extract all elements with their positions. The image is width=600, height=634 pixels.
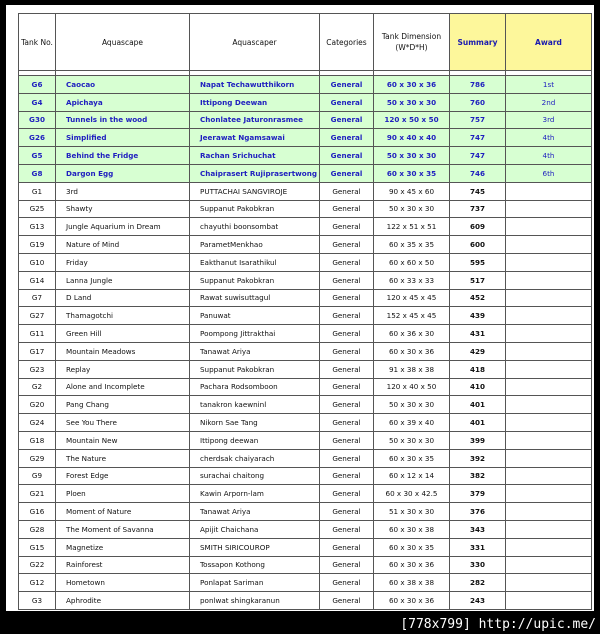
cell-award: [505, 520, 591, 538]
table-row: [19, 503, 592, 521]
table-row: [19, 485, 592, 503]
table-row: [19, 592, 592, 610]
cell-aquascaper: Kawin Arporn-lam: [190, 485, 320, 503]
cell-award: [505, 360, 591, 378]
cell-aquascaper: Eakthanut Isarathikul: [190, 253, 320, 271]
cell-aquascape: Shawty: [56, 200, 190, 218]
cell-award: [505, 538, 591, 556]
cell-score: 330: [449, 556, 505, 574]
cell-award: [505, 378, 591, 396]
cell-dimension: 60 x 30 x 38: [373, 520, 449, 538]
cell-aquascape: Replay: [56, 360, 190, 378]
cell-aquascape: Apichaya: [56, 93, 190, 111]
cell-score: 737: [449, 200, 505, 218]
cell-award: [505, 271, 591, 289]
cell-award: [505, 431, 591, 449]
cell-aquascaper: Chonlatee Jaturonrasmee: [190, 111, 320, 129]
cell-category: General: [319, 164, 373, 182]
cell-score: 595: [449, 253, 505, 271]
cell-tank-no: G7: [19, 289, 56, 307]
cell-score: 609: [449, 218, 505, 236]
winner-row: [19, 164, 592, 182]
cell-category: General: [319, 449, 373, 467]
winner-row: [19, 76, 592, 94]
header-tank-no: Tank No.: [19, 14, 56, 71]
cell-score: 376: [449, 503, 505, 521]
cell-award: [505, 556, 591, 574]
cell-dimension: 60 x 30 x 36: [373, 592, 449, 610]
table-row: [19, 325, 592, 343]
cell-score: 379: [449, 485, 505, 503]
cell-dimension: 60 x 39 x 40: [373, 414, 449, 432]
cell-dimension: 60 x 12 x 14: [373, 467, 449, 485]
cell-aquascaper: Ponlapat Sariman: [190, 574, 320, 592]
table-row: [19, 342, 592, 360]
cell-dimension: 60 x 35 x 35: [373, 236, 449, 254]
cell-aquascape: 3rd: [56, 182, 190, 200]
cell-tank-no: G5: [19, 147, 56, 165]
cell-dimension: 50 x 30 x 30: [373, 200, 449, 218]
table-row: [19, 271, 592, 289]
cell-aquascape: Forest Edge: [56, 467, 190, 485]
cell-aquascape: D Land: [56, 289, 190, 307]
table-row: [19, 431, 592, 449]
cell-dimension: 60 x 30 x 35: [373, 449, 449, 467]
cell-tank-no: G22: [19, 556, 56, 574]
cell-award: [505, 253, 591, 271]
cell-dimension: 50 x 30 x 30: [373, 93, 449, 111]
cell-award: [505, 485, 591, 503]
cell-category: General: [319, 538, 373, 556]
cell-award: [505, 396, 591, 414]
cell-aquascaper: Chaiprasert Rujiprasertwong: [190, 164, 320, 182]
cell-category: General: [319, 360, 373, 378]
cell-award: [505, 325, 591, 343]
cell-category: General: [319, 271, 373, 289]
cell-aquascaper: Panuwat: [190, 307, 320, 325]
cell-tank-no: G26: [19, 129, 56, 147]
cell-award: [505, 289, 591, 307]
cell-category: General: [319, 200, 373, 218]
cell-dimension: 90 x 40 x 40: [373, 129, 449, 147]
cell-tank-no: G16: [19, 503, 56, 521]
cell-tank-no: G17: [19, 342, 56, 360]
cell-dimension: 60 x 30 x 36: [373, 342, 449, 360]
image-host-footer: [778x799] http://upic.me/: [400, 617, 596, 632]
cell-award: 1st: [505, 76, 591, 94]
cell-score: 429: [449, 342, 505, 360]
cell-aquascape: Dargon Egg: [56, 164, 190, 182]
cell-award: [505, 449, 591, 467]
cell-aquascape: Thamagotchi: [56, 307, 190, 325]
cell-aquascaper: ParametMenkhao: [190, 236, 320, 254]
table-row: [19, 253, 592, 271]
cell-aquascape: Rainforest: [56, 556, 190, 574]
cell-aquascape: Green Hill: [56, 325, 190, 343]
winner-row: [19, 111, 592, 129]
cell-aquascape: Mountain Meadows: [56, 342, 190, 360]
cell-dimension: 120 x 45 x 45: [373, 289, 449, 307]
cell-category: General: [319, 342, 373, 360]
document-page: [6, 5, 594, 611]
table-row: [19, 467, 592, 485]
cell-award: 2nd: [505, 93, 591, 111]
cell-tank-no: G12: [19, 574, 56, 592]
cell-score: 243: [449, 592, 505, 610]
cell-award: [505, 592, 591, 610]
cell-tank-no: G21: [19, 485, 56, 503]
cell-aquascaper: chayuthi boonsombat: [190, 218, 320, 236]
results-table: [18, 13, 592, 610]
header-award: Award: [505, 14, 591, 71]
cell-dimension: 60 x 30 x 35: [373, 538, 449, 556]
cell-dimension: 51 x 30 x 30: [373, 503, 449, 521]
cell-dimension: 60 x 30 x 36: [373, 76, 449, 94]
cell-category: General: [319, 574, 373, 592]
cell-score: 760: [449, 93, 505, 111]
cell-score: 747: [449, 129, 505, 147]
cell-aquascape: Jungle Aquarium in Dream: [56, 218, 190, 236]
table-row: [19, 538, 592, 556]
cell-category: General: [319, 592, 373, 610]
table-row: [19, 289, 592, 307]
cell-category: General: [319, 76, 373, 94]
cell-score: 392: [449, 449, 505, 467]
cell-score: 331: [449, 538, 505, 556]
cell-award: [505, 182, 591, 200]
cell-score: 600: [449, 236, 505, 254]
cell-category: General: [319, 414, 373, 432]
cell-category: General: [319, 431, 373, 449]
cell-category: General: [319, 485, 373, 503]
cell-dimension: 50 x 30 x 30: [373, 147, 449, 165]
table-row: [19, 556, 592, 574]
cell-tank-no: G23: [19, 360, 56, 378]
cell-score: 757: [449, 111, 505, 129]
table-row: [19, 449, 592, 467]
cell-tank-no: G20: [19, 396, 56, 414]
table-row: [19, 396, 592, 414]
cell-dimension: 60 x 60 x 50: [373, 253, 449, 271]
cell-tank-no: G19: [19, 236, 56, 254]
cell-category: General: [319, 236, 373, 254]
cell-category: General: [319, 289, 373, 307]
cell-tank-no: G2: [19, 378, 56, 396]
cell-score: 786: [449, 76, 505, 94]
cell-tank-no: G1: [19, 182, 56, 200]
cell-award: 3rd: [505, 111, 591, 129]
cell-category: General: [319, 147, 373, 165]
cell-aquascaper: Ittipong Deewan: [190, 93, 320, 111]
cell-score: 418: [449, 360, 505, 378]
cell-aquascaper: Ittipong deewan: [190, 431, 320, 449]
cell-tank-no: G29: [19, 449, 56, 467]
cell-score: 410: [449, 378, 505, 396]
header-aquascaper: Aquascaper: [190, 14, 320, 71]
cell-tank-no: G30: [19, 111, 56, 129]
cell-aquascape: The Nature: [56, 449, 190, 467]
cell-tank-no: G14: [19, 271, 56, 289]
cell-aquascaper: cherdsak chaiyarach: [190, 449, 320, 467]
cell-aquascaper: Tanawat Ariya: [190, 342, 320, 360]
cell-award: [505, 236, 591, 254]
table-row: [19, 378, 592, 396]
cell-category: General: [319, 253, 373, 271]
cell-aquascape: Ploen: [56, 485, 190, 503]
winner-row: [19, 147, 592, 165]
cell-score: 382: [449, 467, 505, 485]
cell-dimension: 50 x 30 x 30: [373, 431, 449, 449]
table-row: [19, 360, 592, 378]
cell-score: 452: [449, 289, 505, 307]
cell-tank-no: G8: [19, 164, 56, 182]
cell-aquascaper: Jeerawat Ngamsawai: [190, 129, 320, 147]
cell-aquascape: Behind the Fridge: [56, 147, 190, 165]
cell-dimension: 152 x 45 x 45: [373, 307, 449, 325]
cell-award: [505, 200, 591, 218]
cell-score: 747: [449, 147, 505, 165]
cell-award: [505, 503, 591, 521]
cell-award: 4th: [505, 147, 591, 165]
winner-row: [19, 129, 592, 147]
cell-award: [505, 414, 591, 432]
header-summary: Summary: [449, 14, 505, 71]
cell-award: [505, 342, 591, 360]
cell-aquascaper: surachai chaitong: [190, 467, 320, 485]
cell-category: General: [319, 218, 373, 236]
cell-dimension: 60 x 33 x 33: [373, 271, 449, 289]
cell-dimension: 60 x 30 x 42.5: [373, 485, 449, 503]
cell-score: 399: [449, 431, 505, 449]
cell-aquascape: The Moment of Savanna: [56, 520, 190, 538]
cell-aquascaper: Rawat suwisuttagul: [190, 289, 320, 307]
cell-aquascape: Nature of Mind: [56, 236, 190, 254]
table-row: [19, 574, 592, 592]
cell-tank-no: G9: [19, 467, 56, 485]
winner-row: [19, 93, 592, 111]
table-row: [19, 182, 592, 200]
cell-aquascape: Hometown: [56, 574, 190, 592]
table-row: [19, 414, 592, 432]
cell-award: [505, 574, 591, 592]
cell-aquascaper: Nikorn Sae Tang: [190, 414, 320, 432]
cell-aquascaper: tanakron kaewninl: [190, 396, 320, 414]
cell-aquascape: Simplified: [56, 129, 190, 147]
cell-aquascaper: Pachara Rodsomboon: [190, 378, 320, 396]
cell-aquascaper: PUTTACHAI SANGVIROJE: [190, 182, 320, 200]
cell-category: General: [319, 307, 373, 325]
cell-category: General: [319, 556, 373, 574]
cell-award: 6th: [505, 164, 591, 182]
cell-tank-no: G6: [19, 76, 56, 94]
cell-aquascape: Mountain New: [56, 431, 190, 449]
cell-aquascape: Lanna Jungle: [56, 271, 190, 289]
cell-aquascape: Tunnels in the wood: [56, 111, 190, 129]
cell-tank-no: G15: [19, 538, 56, 556]
cell-aquascaper: Napat Techawutthikorn: [190, 76, 320, 94]
cell-aquascape: Pang Chang: [56, 396, 190, 414]
table-row: [19, 218, 592, 236]
cell-tank-no: G11: [19, 325, 56, 343]
cell-tank-no: G4: [19, 93, 56, 111]
cell-score: 401: [449, 396, 505, 414]
cell-category: General: [319, 378, 373, 396]
cell-aquascaper: Apijit Chaichana: [190, 520, 320, 538]
cell-category: General: [319, 129, 373, 147]
cell-aquascape: Moment of Nature: [56, 503, 190, 521]
cell-score: 401: [449, 414, 505, 432]
cell-dimension: 91 x 38 x 38: [373, 360, 449, 378]
cell-tank-no: G25: [19, 200, 56, 218]
table-row: [19, 236, 592, 254]
cell-score: 745: [449, 182, 505, 200]
table-row: [19, 200, 592, 218]
cell-aquascape: Aphrodite: [56, 592, 190, 610]
cell-tank-no: G13: [19, 218, 56, 236]
cell-category: General: [319, 520, 373, 538]
cell-score: 746: [449, 164, 505, 182]
cell-dimension: 90 x 45 x 60: [373, 182, 449, 200]
cell-aquascaper: Tossapon Kothong: [190, 556, 320, 574]
cell-score: 343: [449, 520, 505, 538]
cell-aquascaper: SMITH SIRICOUROP: [190, 538, 320, 556]
cell-dimension: 122 x 51 x 51: [373, 218, 449, 236]
header-tank-dimension: Tank Dimension (W*D*H): [373, 14, 449, 71]
cell-category: General: [319, 182, 373, 200]
cell-aquascaper: Tanawat Ariya: [190, 503, 320, 521]
cell-dimension: 60 x 36 x 30: [373, 325, 449, 343]
cell-aquascape: Caocao: [56, 76, 190, 94]
cell-tank-no: G24: [19, 414, 56, 432]
cell-aquascaper: Rachan Srichuchat: [190, 147, 320, 165]
cell-category: General: [319, 325, 373, 343]
cell-aquascape: Alone and Incomplete: [56, 378, 190, 396]
cell-dimension: 50 x 30 x 30: [373, 396, 449, 414]
cell-aquascaper: Suppanut Pakobkran: [190, 360, 320, 378]
table-row: [19, 307, 592, 325]
cell-score: 439: [449, 307, 505, 325]
cell-category: General: [319, 111, 373, 129]
cell-award: 4th: [505, 129, 591, 147]
cell-tank-no: G3: [19, 592, 56, 610]
cell-tank-no: G28: [19, 520, 56, 538]
cell-tank-no: G27: [19, 307, 56, 325]
header-categories: Categories: [319, 14, 373, 71]
cell-dimension: 60 x 38 x 38: [373, 574, 449, 592]
cell-category: General: [319, 396, 373, 414]
cell-dimension: 60 x 30 x 36: [373, 556, 449, 574]
cell-category: General: [319, 503, 373, 521]
cell-dimension: 120 x 40 x 50: [373, 378, 449, 396]
cell-aquascaper: Suppanut Pakobkran: [190, 271, 320, 289]
cell-aquascape: Magnetize: [56, 538, 190, 556]
header-row: [19, 14, 592, 71]
cell-aquascaper: Suppanut Pakobkran: [190, 200, 320, 218]
cell-award: [505, 467, 591, 485]
cell-dimension: 60 x 30 x 35: [373, 164, 449, 182]
table-row: [19, 520, 592, 538]
cell-score: 517: [449, 271, 505, 289]
cell-aquascaper: Poompong Jittrakthai: [190, 325, 320, 343]
cell-score: 431: [449, 325, 505, 343]
header-aquascape: Aquascape: [56, 14, 190, 71]
cell-aquascape: See You There: [56, 414, 190, 432]
cell-tank-no: G10: [19, 253, 56, 271]
cell-aquascaper: ponlwat shingkaranun: [190, 592, 320, 610]
cell-award: [505, 307, 591, 325]
cell-tank-no: G18: [19, 431, 56, 449]
cell-award: [505, 218, 591, 236]
cell-dimension: 120 x 50 x 50: [373, 111, 449, 129]
cell-category: General: [319, 467, 373, 485]
cell-score: 282: [449, 574, 505, 592]
cell-aquascape: Friday: [56, 253, 190, 271]
cell-category: General: [319, 93, 373, 111]
